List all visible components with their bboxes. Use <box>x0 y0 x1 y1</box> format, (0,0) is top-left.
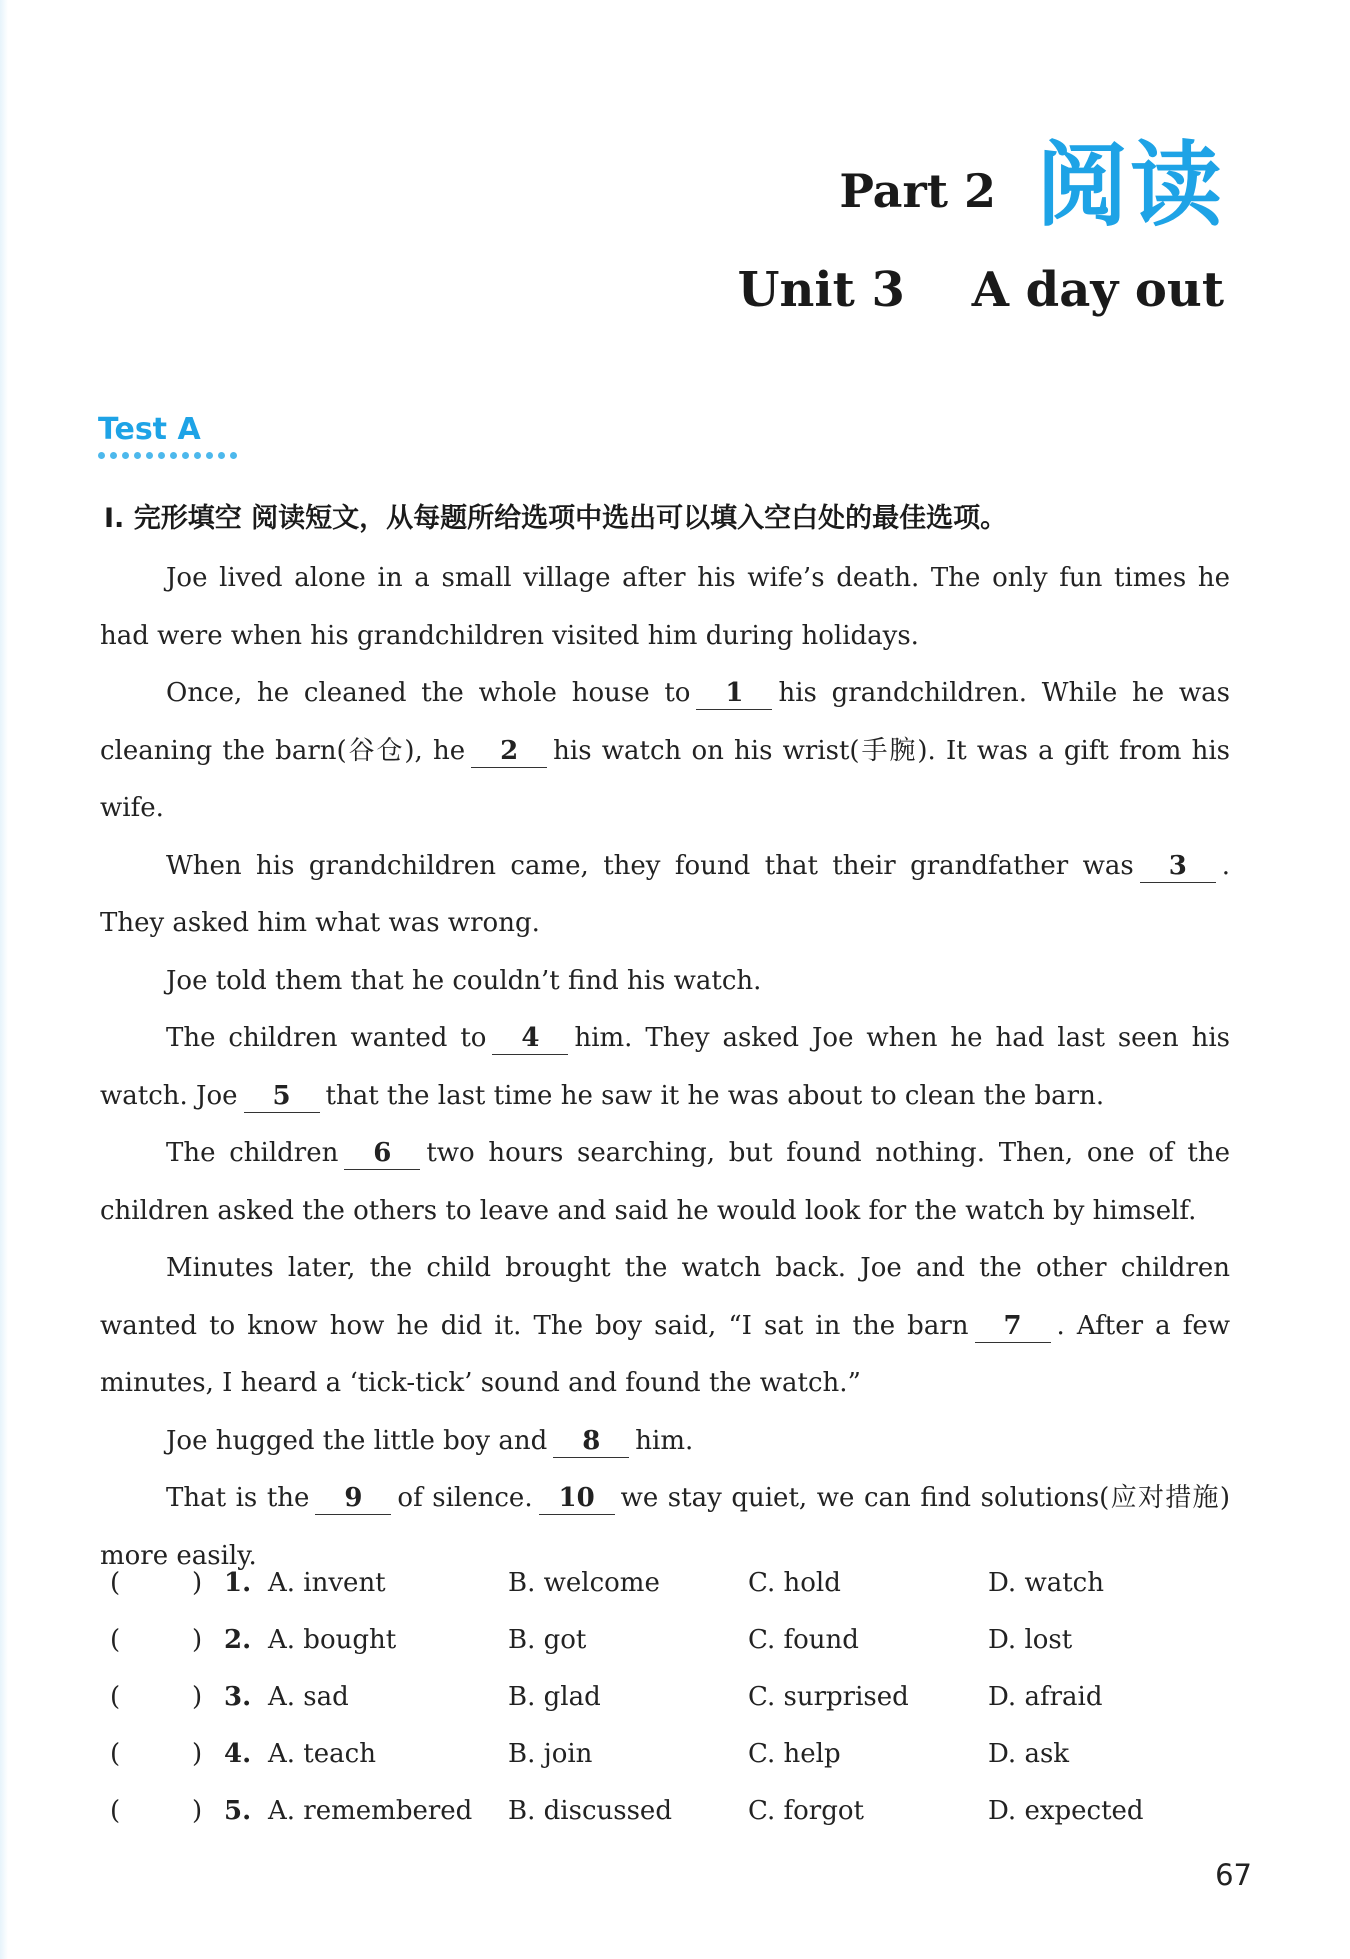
option-b: B. welcome <box>508 1568 660 1598</box>
part-header <box>839 132 1224 239</box>
answer-paren-open[interactable]: ( <box>110 1568 121 1598</box>
page-edge-strip <box>0 0 8 1959</box>
passage-text: that the last time he saw it he was about to clean the barn. <box>325 1080 1105 1111</box>
answer-blank[interactable]: 4 <box>492 1023 568 1055</box>
option-d: D. lost <box>988 1625 1073 1655</box>
part-label: Part 2 <box>839 164 996 218</box>
option-a: A. sad <box>268 1682 349 1712</box>
passage-paragraph <box>100 1125 1230 1240</box>
passage-text: . After a few minutes, I heard a ‘tick-tick’ sound and found the watch.” <box>100 1310 1231 1398</box>
option-c: C. hold <box>748 1568 841 1598</box>
answer-paren-open[interactable]: ( <box>110 1682 121 1712</box>
question-row <box>110 1682 1210 1739</box>
answer-blank[interactable]: 1 <box>696 678 772 710</box>
passage-text: The children <box>166 1138 339 1168</box>
option-d: D. afraid <box>988 1682 1103 1712</box>
passage-paragraph <box>100 665 1230 838</box>
answer-options <box>110 1568 1210 1853</box>
test-label-dots <box>98 452 237 459</box>
passage-text: of silence. <box>397 1483 533 1513</box>
passage-text: two hours searching, but found nothing. Then, one of the children asked the others to leave and said he would look for the watch by himself. <box>100 1138 1230 1226</box>
passage-text: When his grandchildren came, they found that their grandfather was <box>166 850 1134 881</box>
passage-text: That is the <box>166 1483 310 1513</box>
passage-text: Once, he cleaned the whole house to <box>166 678 691 708</box>
answer-blank[interactable]: 6 <box>344 1138 420 1170</box>
passage-text: his watch on his wrist(手腕). It was a gift from his wife. <box>100 735 1230 823</box>
passage-text: . They asked him what was wrong. <box>100 850 1230 938</box>
answer-paren-open[interactable]: ( <box>110 1625 121 1655</box>
question-number: 2. <box>224 1625 252 1655</box>
answer-paren-close: ) <box>192 1739 203 1769</box>
answer-blank[interactable]: 5 <box>244 1081 320 1113</box>
passage-text: Joe lived alone in a small village after his wife’s death. The only fun times he had were when his grandchildren visited him during holidays. <box>100 563 1230 651</box>
answer-paren-close: ) <box>192 1682 203 1712</box>
option-c: C. help <box>748 1739 841 1769</box>
question-number: 3. <box>224 1682 252 1712</box>
option-c: C. surprised <box>748 1682 909 1712</box>
question-row <box>110 1625 1210 1682</box>
question-row <box>110 1568 1210 1625</box>
question-row <box>110 1739 1210 1796</box>
passage-text: him. They asked Joe when he had last seen his watch. Joe <box>100 1023 1231 1111</box>
answer-blank[interactable]: 7 <box>975 1311 1051 1343</box>
answer-blank[interactable]: 8 <box>553 1426 629 1458</box>
passage-paragraph <box>100 1413 1230 1471</box>
passage-text: him. <box>635 1425 694 1456</box>
passage-text: we stay quiet, we can find solutions(应对措施) more easily. <box>100 1483 1230 1571</box>
question-number: 5. <box>224 1796 252 1826</box>
answer-paren-open[interactable]: ( <box>110 1739 121 1769</box>
option-c: C. forgot <box>748 1796 864 1826</box>
test-label: Test A <box>98 412 201 447</box>
question-number: 4. <box>224 1739 252 1769</box>
question-row <box>110 1796 1210 1853</box>
option-d: D. expected <box>988 1796 1144 1826</box>
option-c: C. found <box>748 1625 859 1655</box>
option-a: A. remembered <box>268 1796 473 1826</box>
option-a: A. teach <box>268 1739 376 1769</box>
answer-blank[interactable]: 2 <box>471 736 547 768</box>
answer-blank[interactable]: 3 <box>1140 851 1216 883</box>
passage-text: his grandchildren. While he was cleaning the barn(谷仓), he <box>100 678 1230 766</box>
section-heading: Ⅰ. 完形填空 阅读短文，从每题所给选项中选出可以填入空白处的最佳选项。 <box>104 503 1008 534</box>
option-d: D. watch <box>988 1568 1104 1598</box>
passage-text: Joe told them that he couldn’t find his watch. <box>166 965 762 996</box>
question-number: 1. <box>224 1568 252 1598</box>
option-b: B. join <box>508 1739 593 1769</box>
passage-text: Minutes later, the child brought the watch back. Joe and the other children wanted to know how he did it. The boy said, “I sat in the barn <box>100 1253 1230 1341</box>
option-d: D. ask <box>988 1739 1070 1769</box>
passage-paragraph <box>100 1010 1230 1125</box>
page-number: 67 <box>1215 1858 1252 1892</box>
option-a: A. invent <box>268 1568 386 1598</box>
passage-paragraph <box>100 953 1230 1011</box>
option-b: B. glad <box>508 1682 601 1712</box>
option-b: B. got <box>508 1625 587 1655</box>
passage-paragraph <box>100 1240 1230 1413</box>
passage-text: Joe hugged the little boy and <box>166 1425 548 1456</box>
answer-paren-close: ) <box>192 1568 203 1598</box>
answer-blank[interactable]: 10 <box>539 1483 615 1515</box>
answer-paren-close: ) <box>192 1625 203 1655</box>
passage-paragraph <box>100 838 1230 953</box>
answer-paren-close: ) <box>192 1796 203 1826</box>
passage-text: The children wanted to <box>166 1023 487 1053</box>
option-a: A. bought <box>268 1625 397 1655</box>
passage-paragraph <box>100 550 1230 665</box>
answer-paren-open[interactable]: ( <box>110 1796 121 1826</box>
part-title: 阅读 <box>1035 132 1224 239</box>
unit-title: Unit 3 A day out <box>737 262 1224 318</box>
option-b: B. discussed <box>508 1796 672 1826</box>
answer-blank[interactable]: 9 <box>315 1483 391 1515</box>
cloze-passage <box>100 550 1230 1585</box>
